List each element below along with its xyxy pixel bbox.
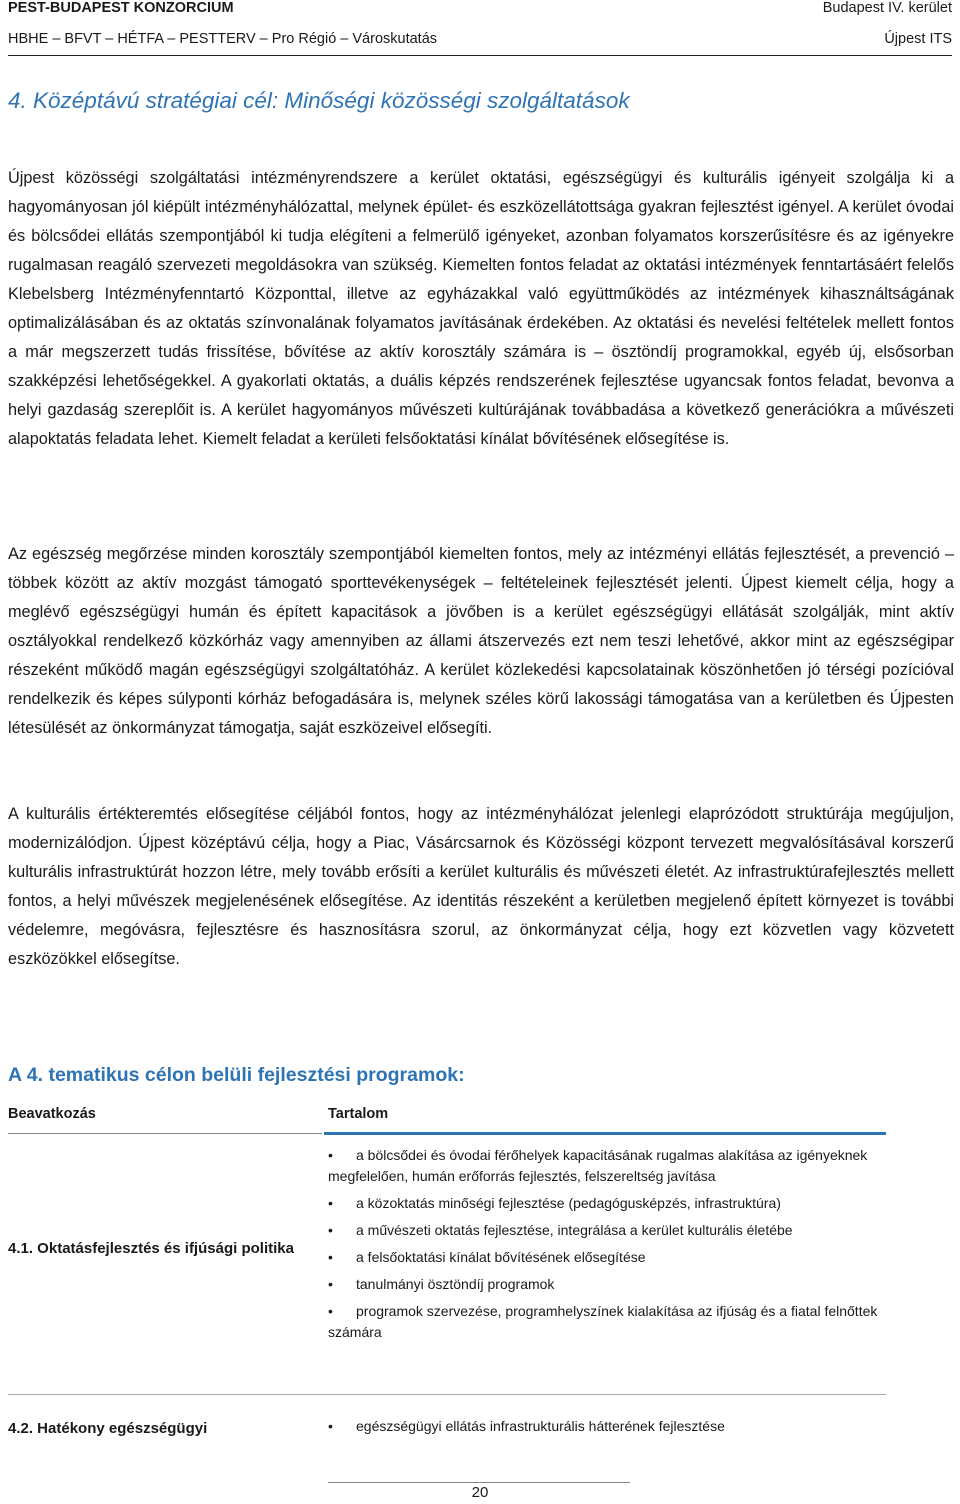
list-item: • egészségügyi ellátás infrastrukturális hátterének fejlesztése <box>328 1416 888 1437</box>
list-item: • a művészeti oktatás fejlesztése, integrálása a kerület kulturális életébe <box>328 1220 888 1241</box>
table-row-divider <box>8 1394 886 1395</box>
list-item: • a közoktatás minőségi fejlesztése (pedagógusképzés, infrastruktúra) <box>328 1193 888 1214</box>
footer-divider <box>328 1482 630 1483</box>
list-item: • a bölcsődei és óvodai férőhelyek kapacitásának rugalmas alakítása az igényeknek megfelelően, humán erőforrás fejlesztés, felszereltség javítása <box>328 1145 888 1187</box>
content-list-4-1 <box>328 1145 888 1349</box>
paragraph-education: Újpest közösségi szolgáltatási intézményrendszere a kerület oktatási, egészségügyi és kulturális igényeit szolgálja ki a hagyományosan jól kiépült intézményhálózattal, melynek épület- és eszközellátottsága gyakran fejlesztést igényel. A kerület óvodai és bölcsődei ellátás szempontjából ki tudja elégíteni a felmerülő igényeket, azonban folyamatos korszerűsítésre és az igényekre rugalmasan reagáló szervezeti megoldásokra van szükség. Kiemelten fontos feladat az oktatási intézmények fenntartásáért felelős Klebelsberg Intézményfenntartó Központtal, illetve az egyházakkal való együttműködés az intézmények kihasználtságának optimalizálásában és az oktatás színvonalának folyamatos javításának érdekében. Az oktatási és nevelési feltételek mellett fontos a már megszerzett tudás frissítése, bővítése az aktív korosztály számára is – ösztöndíj programokkal, egyéb új, elsősorban szakképzési lehetőségekkel. A gyakorlati oktatás, a duális képzés rendszerének fejlesztése ugyancsak fontos feladat, bevonva a helyi gazdaság szereplőit is. A kerület hagyományos művészeti kultúrájának továbbadása a következő generációkra a művészeti alapoktatás feladata lehet. Kiemelt feladat a kerületi felsőoktatási kínálat bővítésének elősegítése is. <box>8 169 954 448</box>
header-divider <box>8 55 952 56</box>
table-header-accent-line <box>324 1132 886 1135</box>
intervention-4-1: 4.1. Oktatásfejlesztés és ifjúsági politika <box>8 1240 294 1257</box>
header-district: Budapest IV. kerület <box>822 0 952 16</box>
table-header-content: Tartalom <box>328 1106 389 1122</box>
list-item: • tanulmányi ösztöndíj programok <box>328 1274 888 1295</box>
header-project: Újpest ITS <box>884 31 952 47</box>
header-partners: HBHE – BFVT – HÉTFA – PESTTERV – Pro Régió – Városkutatás <box>8 31 438 47</box>
page-header <box>8 0 952 56</box>
paragraph-health: Az egészség megőrzése minden korosztály szempontjából kiemelten fontos, mely az intézményi ellátás fejlesztését, a prevenció – többek között az aktív mozgást támogató sporttevékenységek – feltételeinek fejlesztését jelenti. Újpest kiemelt célja, hogy a meglévő egészségügyi humán és épített kapacitások a jövőben is a kerület egészségügyi ellátását szolgálják, mint aktív osztályokkal rendelkező közkórház vagy amennyiben az állami átszervezés ezt nem teszi lehetővé, akkor mint az egészségipar részeként működő magán egészségügyi szolgáltatóház. A kerület közlekedési kapcsolatainak köszönhetően jó térségi pozícióval rendelkezik és képes súlyponti kórház befogadására is, melynek széles körű lakossági támogatása van a kerületben és Újpesten létesülését az önkormányzat támogatja, saját eszközeivel elősegíti. <box>8 545 954 737</box>
list-item: • programok szervezése, programhelyszínek kialakítása az ifjúság és a fiatal felnőttek számára <box>328 1301 888 1343</box>
content-list-4-2 <box>328 1416 888 1437</box>
table-header-divider <box>8 1133 322 1134</box>
paragraph-culture: A kulturális értékteremtés elősegítése céljából fontos, hogy az intézményhálózat jelenlegi elaprózódott struktúrája megújuljon, modernizálódjon. Újpest középtávú célja, hogy a Piac, Vásárcsarnok és Közösségi központ tervezett megvalósításával korszerű kulturális infrastruktúrát hozzon létre, mely tovább erősíti a kerület kulturális és művészeti életét. Az infrastruktúrafejlesztés mellett fontos, a helyi művészek megjelenésének elősegítése. Az identitás részeként a kerületben megjelenő épített környezet is további védelemre, megóvásra, fejlesztésre és hasznosításra szorul, az önkormányzat célja, hogy ezt közvetlen vagy közvetett eszközökkel elősegítse. <box>8 805 954 968</box>
section-title: 4. Középtávú stratégiai cél: Minőségi közösségi szolgáltatások <box>8 88 630 113</box>
page-number: 20 <box>471 1484 489 1501</box>
programs-title: A 4. tematikus célon belüli fejlesztési programok: <box>8 1064 465 1086</box>
header-org: PEST-BUDAPEST KONZORCIUM <box>8 0 234 16</box>
intervention-4-2: 4.2. Hatékony egészségügyi <box>8 1420 208 1437</box>
table-header-intervention: Beavatkozás <box>8 1106 96 1122</box>
list-item: • a felsőoktatási kínálat bővítésének elősegítése <box>328 1247 888 1268</box>
